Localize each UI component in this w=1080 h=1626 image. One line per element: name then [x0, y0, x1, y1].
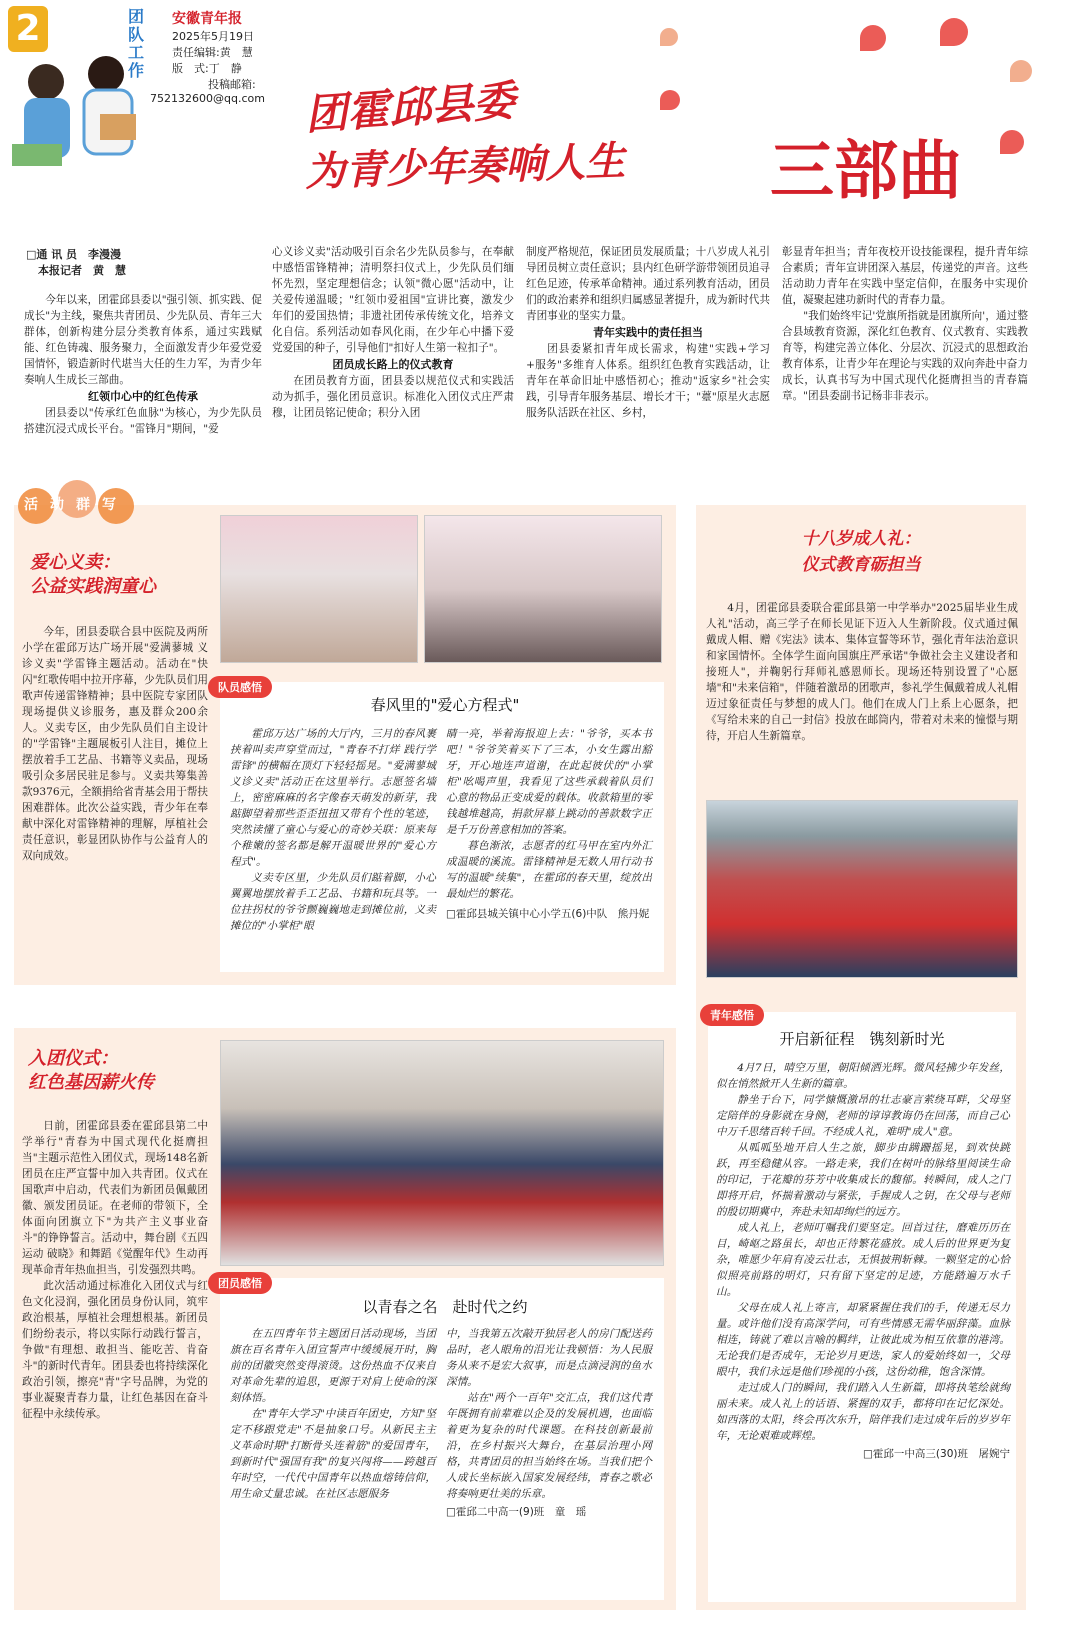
section-label: 团队工作 [128, 7, 145, 80]
essay-title: 以青春之名 赴时代之约 [362, 1298, 528, 1316]
newspaper-name: 安徽青年报 [172, 11, 242, 27]
paragraph: 日前，团霍邱县委在霍邱县第二中学举行"青春为中国式现代化挺膺担当"主题示范性入团仪式，现场148名新团员在庄严宣誓中加入共青团。仪式在国歌声中启动，代表们为新团员佩戴团徽、颁发团员证。在老师的带领下，全体面向团旗立下"为共产主义事业奋斗"的铮铮誓言。活动中，舞台剧《五四运动 破晓》和舞蹈《觉醒年代》生动再现革命青年热血担当，引发强烈共鸣。 [22, 1120, 208, 1276]
flower-decoration [940, 18, 968, 46]
paragraph: 霍邱万达广场的大厅内，三月的春风裹挟着叫卖声穿堂而过，"青春不打烊 践行学雷锋"的横幅在顶灯下轻轻摇晃。"爱满蓼城 义诊义卖"活动正在这里举行。志愿签名墙上，密密麻麻的名字像春天萌发的新芽，我踮脚望着那些歪歪扭扭又带有个性的笔迹，突然读懂了童心与爱心的奇妙关联：原来每个稚嫩的签名都是解开温暖世界的"爱心方程式"。 [230, 728, 436, 868]
paragraph: 静坐于台下，同学慷慨激昂的壮志豪言萦绕耳畔，父母坚定陪伴的身影就在身侧，老师的谆谆教诲仍在回荡，而自己心中万千思绪百转千回。不经成人礼，难明"成人"意。 [716, 1094, 1010, 1138]
essay-col-1 [230, 1326, 436, 1502]
essay-tag: 团员感悟 [208, 1272, 272, 1294]
email-label: 投稿邮箱: [208, 78, 256, 91]
subheading: 青年实践中的责任担当 [593, 326, 703, 339]
paragraph: 在团员教育方面，团县委以规范仪式和实践活动为抓手，强化团员意识。标准化入团仪式庄严肃穆，让团员铭记使命；积分入团 [272, 375, 514, 419]
section2-title1: 十八岁成人礼： [801, 529, 921, 549]
flower-decoration [860, 25, 886, 51]
paragraph: 义卖专区里，少先队员们踮着脚，小心翼翼地摆放着手工艺品、书籍和玩具等。一位拄拐杖的爷爷颤巍巍地走到摊位前，义卖摊位的"小掌柜"眼 [230, 872, 436, 932]
section1-body: 今年，团县委联合县中医院及两所小学在霍邱万达广场开展"爱满蓼城 义诊义卖"学雷锋主题活动。活动在"快闪"红歌传唱中拉开序幕，少先队员们用歌声传递雷锋精神；县中医院专家团队现场提供义诊服务，惠及群众200余人。义卖专区，由少先队员们自主设计的"学雷锋"主题展板引人注目，摊位上摆放着手工艺品、书籍等义卖品，现场吸引众多居民驻足参与。义卖共筹集善款9376元，全额捐给省青基会用于帮扶困难群体。此次公益实践，青少年在奉献中深化对雷锋精神的理解，厚植社会责任意识，彰显团队协作与公益育人的双向成效。 [22, 626, 208, 862]
essay-tag: 队员感悟 [208, 676, 272, 698]
paragraph: 从呱呱坠地开启人生之旅，脚步由蹒跚摇晃，到欢快跳跃，再至稳健从容。一路走来，我们在树叶的脉络里阅读生命的印记，于花瓣的芬芳中收集成长的馥郁。转瞬间，成人之门即将开启，怀揣着激动与紧张，手握成人之钥，在父母与老师的殷切期冀中，奔赴未知却绚烂的远方。 [716, 1142, 1010, 1218]
paragraph: "我们始终牢记'党旗所指就是团旗所向'，通过整合县域教育资源，深化红色教育、仪式教育、实践教育等，构建完善立体化、分层次、沉浸式的思想政治教育体系，让青少年在理论与实践的双向奔赴中奋力成长，认真书写为中国式现代化挺膺担当的青春篇章。"团县委副书记杨非非表示。 [782, 310, 1028, 402]
paragraph: 团县委紧扣青年成长需求，构建"实践+学习+服务"多维育人体系。组织红色教育实践活动，让青年在革命旧址中感悟初心；推动"返家乡"社会实践，引导青年服务基层、增长才干；"薹"原星火志愿服务队活跃在社区、乡村， [526, 343, 770, 419]
section1-title1: 爱心义卖： [30, 552, 120, 573]
paragraph: 彰显青年担当；青年夜校开设技能课程，提升青年综合素质；青年宣讲团深入基层，传递党的声音。这些活动助力青年在实践中坚定信仰，在服务中实现价值，凝聚起建功新时代的青春力量。 [782, 246, 1028, 306]
flower-decoration [660, 90, 680, 110]
section3-title2: 红色基因薪火传 [28, 1072, 154, 1093]
section1-title2: 公益实践润童心 [30, 576, 156, 597]
paragraph: 暮色渐浓，志愿者的红马甲在室内外汇成温暖的溪流。雷锋精神是无数人用行动书写的温暖"续集"，在霍邱的春天里，绽放出最灿烂的繁花。 [446, 840, 652, 900]
section-tag: 活动群写 [24, 497, 128, 513]
essay-body [716, 1060, 1010, 1461]
essay-tag: 青年感悟 [700, 1004, 764, 1026]
paragraph: 心义诊义卖"活动吸引百余名少先队员参与，在奉献中感悟雷锋精神；清明祭扫仪式上，少先队员们缅怀先烈，坚定理想信念；认领"微心愿"活动中，让关爱传递温暖；"红领巾爱祖国"宣讲比赛，激发少年们的爱国热情；非遗社团传承传统文化，培养文化自信。系列活动如春风化雨，在少年心中播下爱党爱国的种子，引导他们"扣好人生第一粒扣子"。 [272, 246, 514, 354]
essay-col-1 [230, 726, 436, 934]
lead-column-1 [24, 292, 262, 437]
paragraph: 在五四青年节主题团日活动现场，当团旗在百名青年入团宣誓声中缓缓展开时，胸前的团徽突然变得滚烫。这份热血不仅来自对革命先辈的追思，更源于对肩上使命的深刻体悟。 [230, 1328, 436, 1404]
paragraph: 在"青年大学习"中读百年团史，方知"坚定不移跟党走"不是抽象口号。从新民主主义革命时期"打断骨头连着筋"的爱国青年，到新时代"强国有我"的复兴闯将——跨越百年时空，一代代中国青年以热血熔铸信仰，用生命丈量忠诚。在社区志愿服务 [230, 1408, 436, 1500]
email: 752132600@qq.com [150, 92, 265, 105]
photo-coming-of-age-ceremony [706, 800, 1018, 978]
editor: 责任编辑:黄 慧 [172, 46, 253, 59]
photo-charity-stall [220, 515, 418, 663]
byline-1: □通 讯 员 李漫漫 [26, 248, 122, 261]
essay-title: 春风里的"爱心方程式" [370, 696, 520, 714]
photo-charity-children [424, 515, 662, 663]
photo-league-ceremony [220, 1040, 664, 1266]
essay-author: □霍邱一中高三(30)班 屠婉宁 [863, 1448, 1010, 1460]
paragraph: 父母在成人礼上寄言，却紧紧握住我们的手，传递无尽力量。或许他们没有高深学问，可有些情感无需华丽辞藻。血脉相连，铸就了难以言喻的羁绊，让彼此成为相互依靠的港湾。无论我们是否成年，无论岁月更迭，家人的爱始终如一，父母眼中，我们永远是他们珍视的小孩，这份幼稚，饱含深情。 [716, 1302, 1010, 1378]
essay-title: 开启新征程 镌刻新时光 [779, 1030, 945, 1048]
paragraph: 中，当我第五次敲开独居老人的房门配送药品时，老人眼角的泪光让我顿悟：为人民服务从来不是宏大叙事，而是点滴浸润的鱼水深情。 [446, 1328, 652, 1388]
paragraph: 睛一亮，举着海报迎上去："爷爷，买本书吧！"爷爷笑着买下了三本，小女生露出豁牙，开心地连声道谢，在此起彼伏的"小掌柜"吆喝声里，我看见了这些承载着队员们心意的物品正变成爱的载体。收款箱里的零钱越堆越高，捐款屏幕上跳动的善款数字正是千万份善意相加的答案。 [446, 728, 652, 836]
paragraph: 此次活动通过标准化入团仪式与红色文化浸润，强化团员身份认同，筑牢政治根基，厚植社会理想根基。新团员们纷纷表示，将以实际行动践行誓言，争做"有理想、敢担当、能吃苦、肯奋斗"的新时代青年。团县委也将持续深化政治引领，擦亮"青"字号品牌，为党的事业凝聚青春力量，让红色基因在奋斗征程中永续传承。 [22, 1280, 208, 1420]
headline-line2: 为青少年奏响人生 [304, 138, 626, 196]
essay-col-2 [446, 1326, 652, 1519]
section3-title1: 入团仪式： [28, 1048, 118, 1069]
headline-big: 三部曲 [770, 135, 962, 209]
essay-author: □霍邱二中高一(9)班 童 瑶 [446, 1506, 587, 1518]
masthead [0, 0, 280, 210]
paragraph: 4月7日，晴空万里，朝阳倾洒光辉。微风轻拂少年发丝，似在悄然掀开人生新的篇章。 [716, 1062, 1010, 1090]
layout-editor: 版 式:丁 静 [172, 62, 242, 75]
paragraph: 成人礼上，老师叮嘱我们要坚定。回首过往，磨难历历在目，崎岖之路虽长，却也正待繁花盛放。成人后的世界更为复杂，唯愿少年肩有凌云壮志，无惧披荆斩棘。一颗坚定的心恰似照亮前路的明灯，只有留下坚定的足迹，方能踏遍万水千山。 [716, 1222, 1010, 1298]
paragraph: 今年以来，团霍邱县委以"强引领、抓实践、促成长"为主线，聚焦共青团员、少先队员、青年三大群体，创新构建分层分类教育体系，通过实践赋能、红色铸魂、服务聚力，全面激发青少年爱党爱国情怀，锻造新时代堪当大任的生力军，为青少年奏响人生成长三部曲。 [24, 294, 262, 386]
paragraph: 制度严格规范，保证团员发展质量；十八岁成人礼引导团员树立责任意识；县内红色研学游带领团员追寻红色足迹，传承革命精神。通过系列教育活动，团员们的政治素养和组织归属感显著提升，成为新时代共青团事业的坚实力量。 [526, 246, 770, 322]
section-tag-flowers [14, 478, 164, 524]
flower-decoration [660, 28, 678, 46]
essay-author: □霍邱县城关镇中心小学五(6)中队 熊丹妮 [446, 908, 650, 920]
subheading: 团员成长路上的仪式教育 [332, 358, 454, 371]
byline-2: 本报记者 黄 慧 [38, 264, 126, 277]
issue-date: 2025年5月19日 [172, 30, 254, 43]
paragraph: 站在"两个一百年"交汇点，我们这代青年既拥有前辈难以企及的发展机遇，也面临着更为复杂的时代课题。在科技创新最前沿，在乡村振兴大舞台，在基层治理小网格，共青团员的担当始终在场。当我们把个人成长坐标嵌入国家发展经纬，青春之歌必将奏响更壮美的乐章。 [446, 1392, 652, 1500]
essay-col-2 [446, 726, 652, 921]
section3-body [22, 1118, 208, 1422]
paragraph: 走过成人门的瞬间，我们踏入人生新篇，即将执笔绘就绚丽未来。成人礼上的话语、紧握的双手，都将印在记忆深处。如西落的太阳，终会再次东升，陪伴我们走过成年后的岁岁年年，无论艰难或辉煌。 [716, 1382, 1010, 1442]
page-number: 2 [8, 6, 48, 52]
lead-column-4 [782, 244, 1028, 404]
section2-body: 4月，团霍邱县委联合霍邱县第一中学举办"2025届毕业生成人礼"活动，高三学子在师长见证下迈入人生新阶段。仪式通过佩戴成人帽、赠《宪法》读本、集体宣誓等环节，强化青年法治意识和家国情怀。全体学生面向国旗庄严承诺"争做社会主义建设者和接班人"，并鞠躬行拜师礼感恩师长。现场还特别设置了"心愿墙"和"未来信箱"，伴随着激昂的团歌声，参礼学生佩戴着成人礼帽迈过象征责任与梦想的成人门。他们在成人门上系上心愿条，把《写给未来的自己一封信》投放在邮筒内，带着对未来的憧憬与期待，开启人生新篇章。 [706, 602, 1018, 742]
flower-decoration [1000, 130, 1024, 154]
paragraph: 团县委以"传承红色血脉"为核心，为少先队员搭建沉浸式成长平台。"雷锋月"期间，"爱 [24, 407, 262, 435]
flower-decoration [1010, 60, 1032, 82]
section2-title2: 仪式教育砺担当 [801, 555, 921, 575]
headline-line1: 团霍邱县委 [303, 75, 517, 140]
subheading: 红领巾心中的红色传承 [88, 390, 198, 403]
lead-column-3 [526, 244, 770, 421]
lead-column-2 [272, 244, 514, 421]
